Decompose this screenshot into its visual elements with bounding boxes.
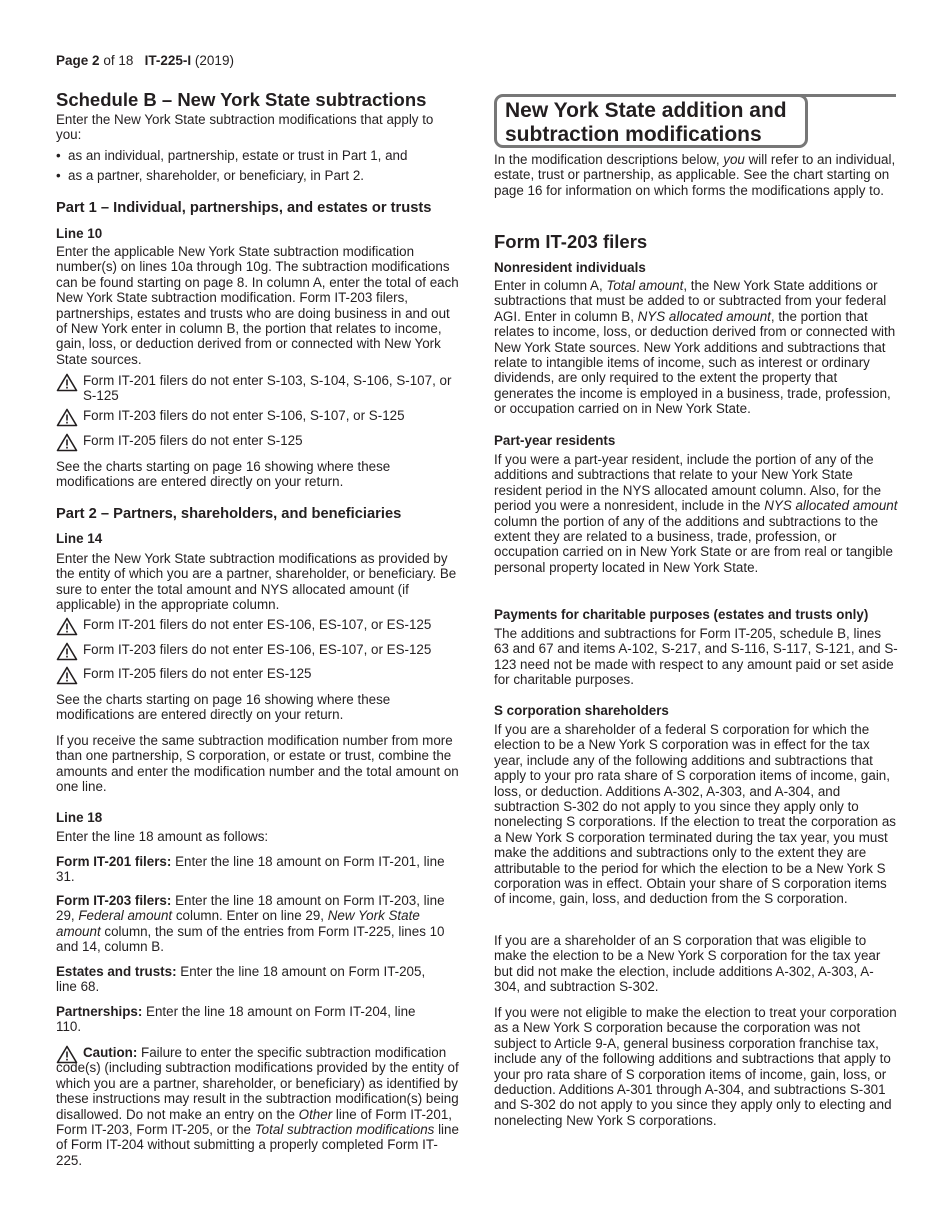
nonresident-text	[494, 278, 898, 417]
partyear-text	[494, 452, 898, 575]
nonresident-span: , the New York State additions or subtractions that must be added to or subtracted from your federal AGI. Enter in column B,	[494, 278, 887, 324]
nonresident-italic: Total amount	[606, 278, 684, 293]
intro-text: will refer to an individual, estate, trust or partnership, as applicable. See the chart starting on page 16 for information on which forms the modifications apply to.	[494, 152, 896, 198]
scorp-heading: S corporation shareholders	[494, 703, 669, 718]
line10-heading: Line 10	[56, 226, 103, 241]
caution-italic: Total subtraction modifications	[254, 1122, 435, 1138]
nonresident-italic: NYS allocated amount	[637, 308, 771, 324]
intro-italic: you	[723, 152, 745, 167]
partyear-span: column the portion of any of the additions and subtractions to the extent they are related to a business, trade, profession, or occupation carried on in New York State or are from real or tangible personal property located in New York State.	[494, 513, 893, 575]
part1-heading: Part 1 – Individual, partnerships, and estates or trusts	[56, 200, 432, 216]
warning-text: Form IT-201 filers do not enter S-103, S-104, S-106, S-107, or S-125	[83, 373, 452, 404]
modifications-intro	[494, 152, 898, 198]
partyear-heading: Part-year residents	[494, 433, 616, 448]
warning-note	[56, 642, 483, 657]
scorp-paragraph: If you were not eligible to make the election to treat your corporation as a New York S corporation because the corporation was not subject to Article 9-A, general business corporation franchise tax, include any of the following additions and subtractions that apply to your pro rata share of S corporation items of income, gain, loss, or deduction. Additions A-301 through A-304, and subtractions S-301 and S-302 do not apply to you since they apply only to electing and nonelecting New York S corporations.	[494, 1005, 897, 1128]
it203-italic: Federal amount	[78, 908, 173, 924]
it203-instruction	[56, 893, 450, 955]
it203-text: Enter the line 18 amount on Form IT-203, line 29,	[56, 893, 445, 924]
line14-text: Enter the New York State subtraction modifications as provided by the entity of which you are a partner, shareholder, or beneficiary. Be sure to enter the total amount and NYS allocated amount (if applicable) in the appropriate column.	[56, 551, 457, 613]
page-of-total: of 18	[103, 53, 134, 68]
see-charts-text: See the charts starting on page 16 showing where these modifications are entered directly on your return.	[56, 692, 391, 723]
warning-note	[56, 666, 483, 681]
warning-text: Form IT-203 filers do not enter ES-106, ES-107, or ES-125	[83, 642, 432, 657]
charitable-text: The additions and subtractions for Form IT-205, schedule B, lines 63 and 67 and items A-102, S-217, and S-116, S-117, S-121, and S-123 need not be made with respect to any amount paid or set aside for charitable purposes.	[494, 626, 898, 688]
warning-text: Form IT-205 filers do not enter S-125	[83, 433, 303, 448]
it203-label: Form IT-203 filers:	[56, 893, 172, 908]
warning-note	[56, 433, 463, 448]
schedule-b-title: Schedule B – New York State subtractions	[56, 89, 427, 110]
partnerships-instruction	[56, 1004, 421, 1035]
warning-text: Form IT-203 filers do not enter S-106, S-107, or S-125	[83, 408, 405, 423]
estates-instruction	[56, 964, 448, 995]
partyear-italic: NYS allocated amount	[764, 498, 898, 514]
caution-label: Caution:	[83, 1045, 138, 1060]
warning-text: Form IT-205 filers do not enter ES-125	[83, 666, 312, 681]
estates-label: Estates and trusts:	[56, 964, 177, 979]
form-it203-heading: Form IT-203 filers	[494, 231, 648, 252]
warning-triangle-icon	[56, 642, 78, 661]
receive-same-text: If you receive the same subtraction modification number from more than one partnership, S corporation, or estate or trust, combine the amounts and enter the modification number and the total amount on one line.	[56, 733, 459, 795]
page-number: 2	[92, 53, 100, 68]
partnerships-text: Enter the line 18 amount on Form IT-204, line 110.	[56, 1004, 416, 1035]
warning-triangle-icon	[56, 433, 78, 452]
charitable-heading: Payments for charitable purposes (estates and trusts only)	[494, 607, 869, 622]
warning-triangle-icon	[56, 408, 78, 427]
nonresident-span: Enter in column A,	[494, 278, 607, 293]
page-header	[56, 53, 234, 68]
it203-text: column, the sum of the entries from Form IT-225, lines 10 and 14, column B.	[56, 923, 445, 955]
warning-triangle-icon	[56, 617, 78, 636]
estates-text: Enter the line 18 amount on Form IT-205, line 68.	[56, 964, 426, 995]
caution-text: line of Form IT-204 without submitting a properly completed Form IT-225.	[56, 1122, 459, 1168]
intro-text: In the modification descriptions below,	[494, 152, 724, 167]
caution-text: Failure to enter the specific subtraction modification code(s) (including subtraction modifications provided by the entity of which you are a partner, shareholder, or beneficiary) as identified by these instructions may result in the subtraction modification(s) being disallowed. Do not make an entry on the	[56, 1045, 459, 1122]
line18-heading: Line 18	[56, 810, 103, 825]
partyear-span: If you were a part-year resident, include the portion of any of the additions and subtractions that relate to your New York State resident period in the NYS allocated amount column. Also, for the period you were a nonresident, include in the	[494, 452, 882, 514]
caution-italic: Other	[298, 1106, 333, 1122]
caution-text: line of Form IT-201, Form IT-203, Form IT-205, or the	[56, 1106, 452, 1138]
scorp-paragraph: If you are a shareholder of an S corporation that was eligible to make the election to be a New York S corporation for the tax year but did not make the election, include additions A-302, A-303, A-304, and subtraction S-302.	[494, 933, 881, 995]
warning-note	[56, 408, 463, 423]
warning-note	[56, 373, 463, 404]
form-year: (2019)	[194, 53, 234, 68]
bullet-item: • as an individual, partnership, estate or trust in Part 1, and	[56, 148, 460, 163]
page-label: Page	[56, 53, 89, 68]
it203-italic: New York State amount	[56, 908, 420, 939]
it203-text: column. Enter on line 29,	[172, 908, 328, 924]
line14-heading: Line 14	[56, 531, 103, 546]
warning-text: Form IT-201 filers do not enter ES-106, ES-107, or ES-125	[83, 617, 432, 632]
form-id: IT-225-I	[144, 53, 192, 68]
title-rule	[800, 94, 896, 97]
it201-text: Enter the line 18 amount on Form IT-201, line 31.	[56, 854, 445, 885]
warning-triangle-icon	[56, 666, 78, 685]
nonresident-heading: Nonresident individuals	[494, 260, 646, 275]
line18-intro: Enter the line 18 amount as follows:	[56, 829, 269, 844]
modifications-title: New York State addition and subtraction modifications	[505, 99, 787, 146]
part2-heading: Part 2 – Partners, shareholders, and beneficiaries	[56, 506, 402, 522]
it201-instruction	[56, 854, 448, 885]
warning-triangle-icon	[56, 1045, 78, 1064]
scorp-paragraph: If you are a shareholder of a federal S corporation for which the election to be a New York S corporation was in effect for the tax year, include any of the following additions and subtractions that apply to your pro rata share of S corporation items of income, gain, loss, or deduction. Additions A-302, A-303, and A-304, and subtraction S-302 do not apply to you since they apply only to nonelecting S corporations. If the election to treat the corporation as a New York S corporation terminated during the tax year, you must make the additions and subtractions only to the extent they are attributable to the period for which the election to be a New York S corporation was in effect. Obtain your share of S corporation items of income, gain, loss, and deduction from the S corporation.	[494, 722, 896, 907]
modifications-title-box	[494, 94, 808, 148]
see-charts-text: See the charts starting on page 16 showing where these modifications are entered directly on your return.	[56, 459, 391, 490]
bullet-item: • as a partner, shareholder, or beneficiary, in Part 2.	[56, 168, 460, 183]
warning-triangle-icon	[56, 373, 78, 392]
schedule-b-intro: Enter the New York State subtraction modifications that apply to you:	[56, 112, 434, 143]
warning-note	[56, 617, 483, 632]
nonresident-span: , the portion that relates to income, loss, or deduction derived from or connected with New York State sources. New York additions and subtractions that relate to intangible items of income, such as interest or ordinary dividends, are only required to the extent the property that generates the income is employed in a business, trade, profession, or occupation carried on in New York State.	[494, 308, 896, 417]
line10-text: Enter the applicable New York State subtraction modification number(s) on lines 10a through 10g. The subtraction modifications can be found starting on page 8. In column A, enter the total of each New York State subtraction modification. Form IT-203 filers, partnerships, estates and trusts who are doing business in and out of New York enter in column B, the portion that relates to income, gain, loss, or deduction derived from or connected with New York State sources.	[56, 244, 459, 367]
partnerships-label: Partnerships:	[56, 1004, 143, 1019]
caution-note	[56, 1045, 460, 1168]
it201-label: Form IT-201 filers:	[56, 854, 172, 869]
